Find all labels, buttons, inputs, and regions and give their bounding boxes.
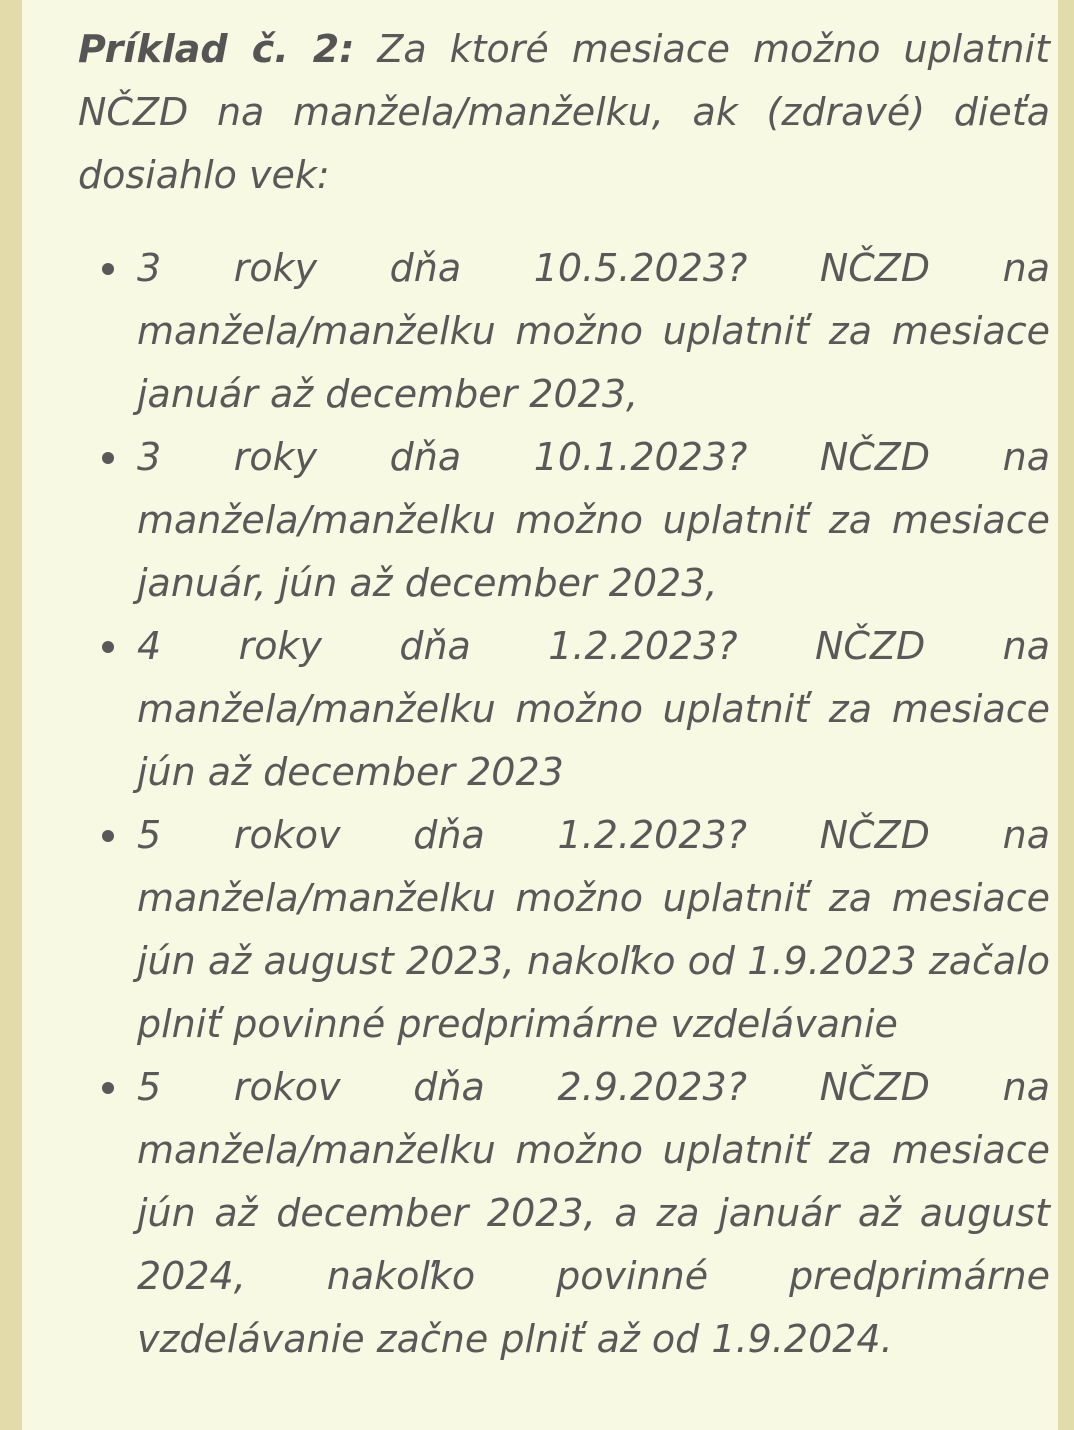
answer-item: [78, 1056, 1050, 1371]
bullet-icon: [102, 452, 114, 464]
answer-item: [78, 426, 1050, 615]
article-body: [78, 18, 1050, 1371]
example-question-text: Za ktoré mesiace možno uplatnit NČZD na manžela/manželku, ak (zdravé) dieťa dosiahlo vek:: [78, 27, 1050, 197]
example-label: Príklad č. 2:: [78, 27, 355, 71]
bullet-icon: [102, 641, 114, 653]
example-question: [78, 18, 1050, 207]
answer-text: 4 roky dňa 1.2.2023? NČZD na manžela/manželku možno uplatniť za mesiace jún až december 2023: [137, 624, 1050, 794]
bullet-icon: [102, 1082, 114, 1094]
answer-item: [78, 804, 1050, 1056]
bullet-icon: [102, 263, 114, 275]
answer-item: [78, 615, 1050, 804]
content-panel: [22, 0, 1058, 1430]
answer-list: [78, 237, 1050, 1371]
answer-text: 3 roky dňa 10.5.2023? NČZD na manžela/manželku možno uplatniť za mesiace január až december 2023,: [137, 246, 1050, 416]
answer-text: 5 rokov dňa 1.2.2023? NČZD na manžela/manželku možno uplatniť za mesiace jún až august 2023, nakoľko od 1.9.2023 začalo plniť povinné predprimárne vzdelávanie: [137, 813, 1050, 1046]
bullet-icon: [102, 830, 114, 842]
answer-item: [78, 237, 1050, 426]
answer-text: 5 rokov dňa 2.9.2023? NČZD na manžela/manželku možno uplatniť za mesiace jún až december 2023, a za január až august 2024, nakoľko povinné predprimárne vzdelávanie začne plniť až od 1.9.2024.: [137, 1065, 1050, 1361]
answer-text: 3 roky dňa 10.1.2023? NČZD na manžela/manželku možno uplatniť za mesiace január, jún až december 2023,: [137, 435, 1050, 605]
